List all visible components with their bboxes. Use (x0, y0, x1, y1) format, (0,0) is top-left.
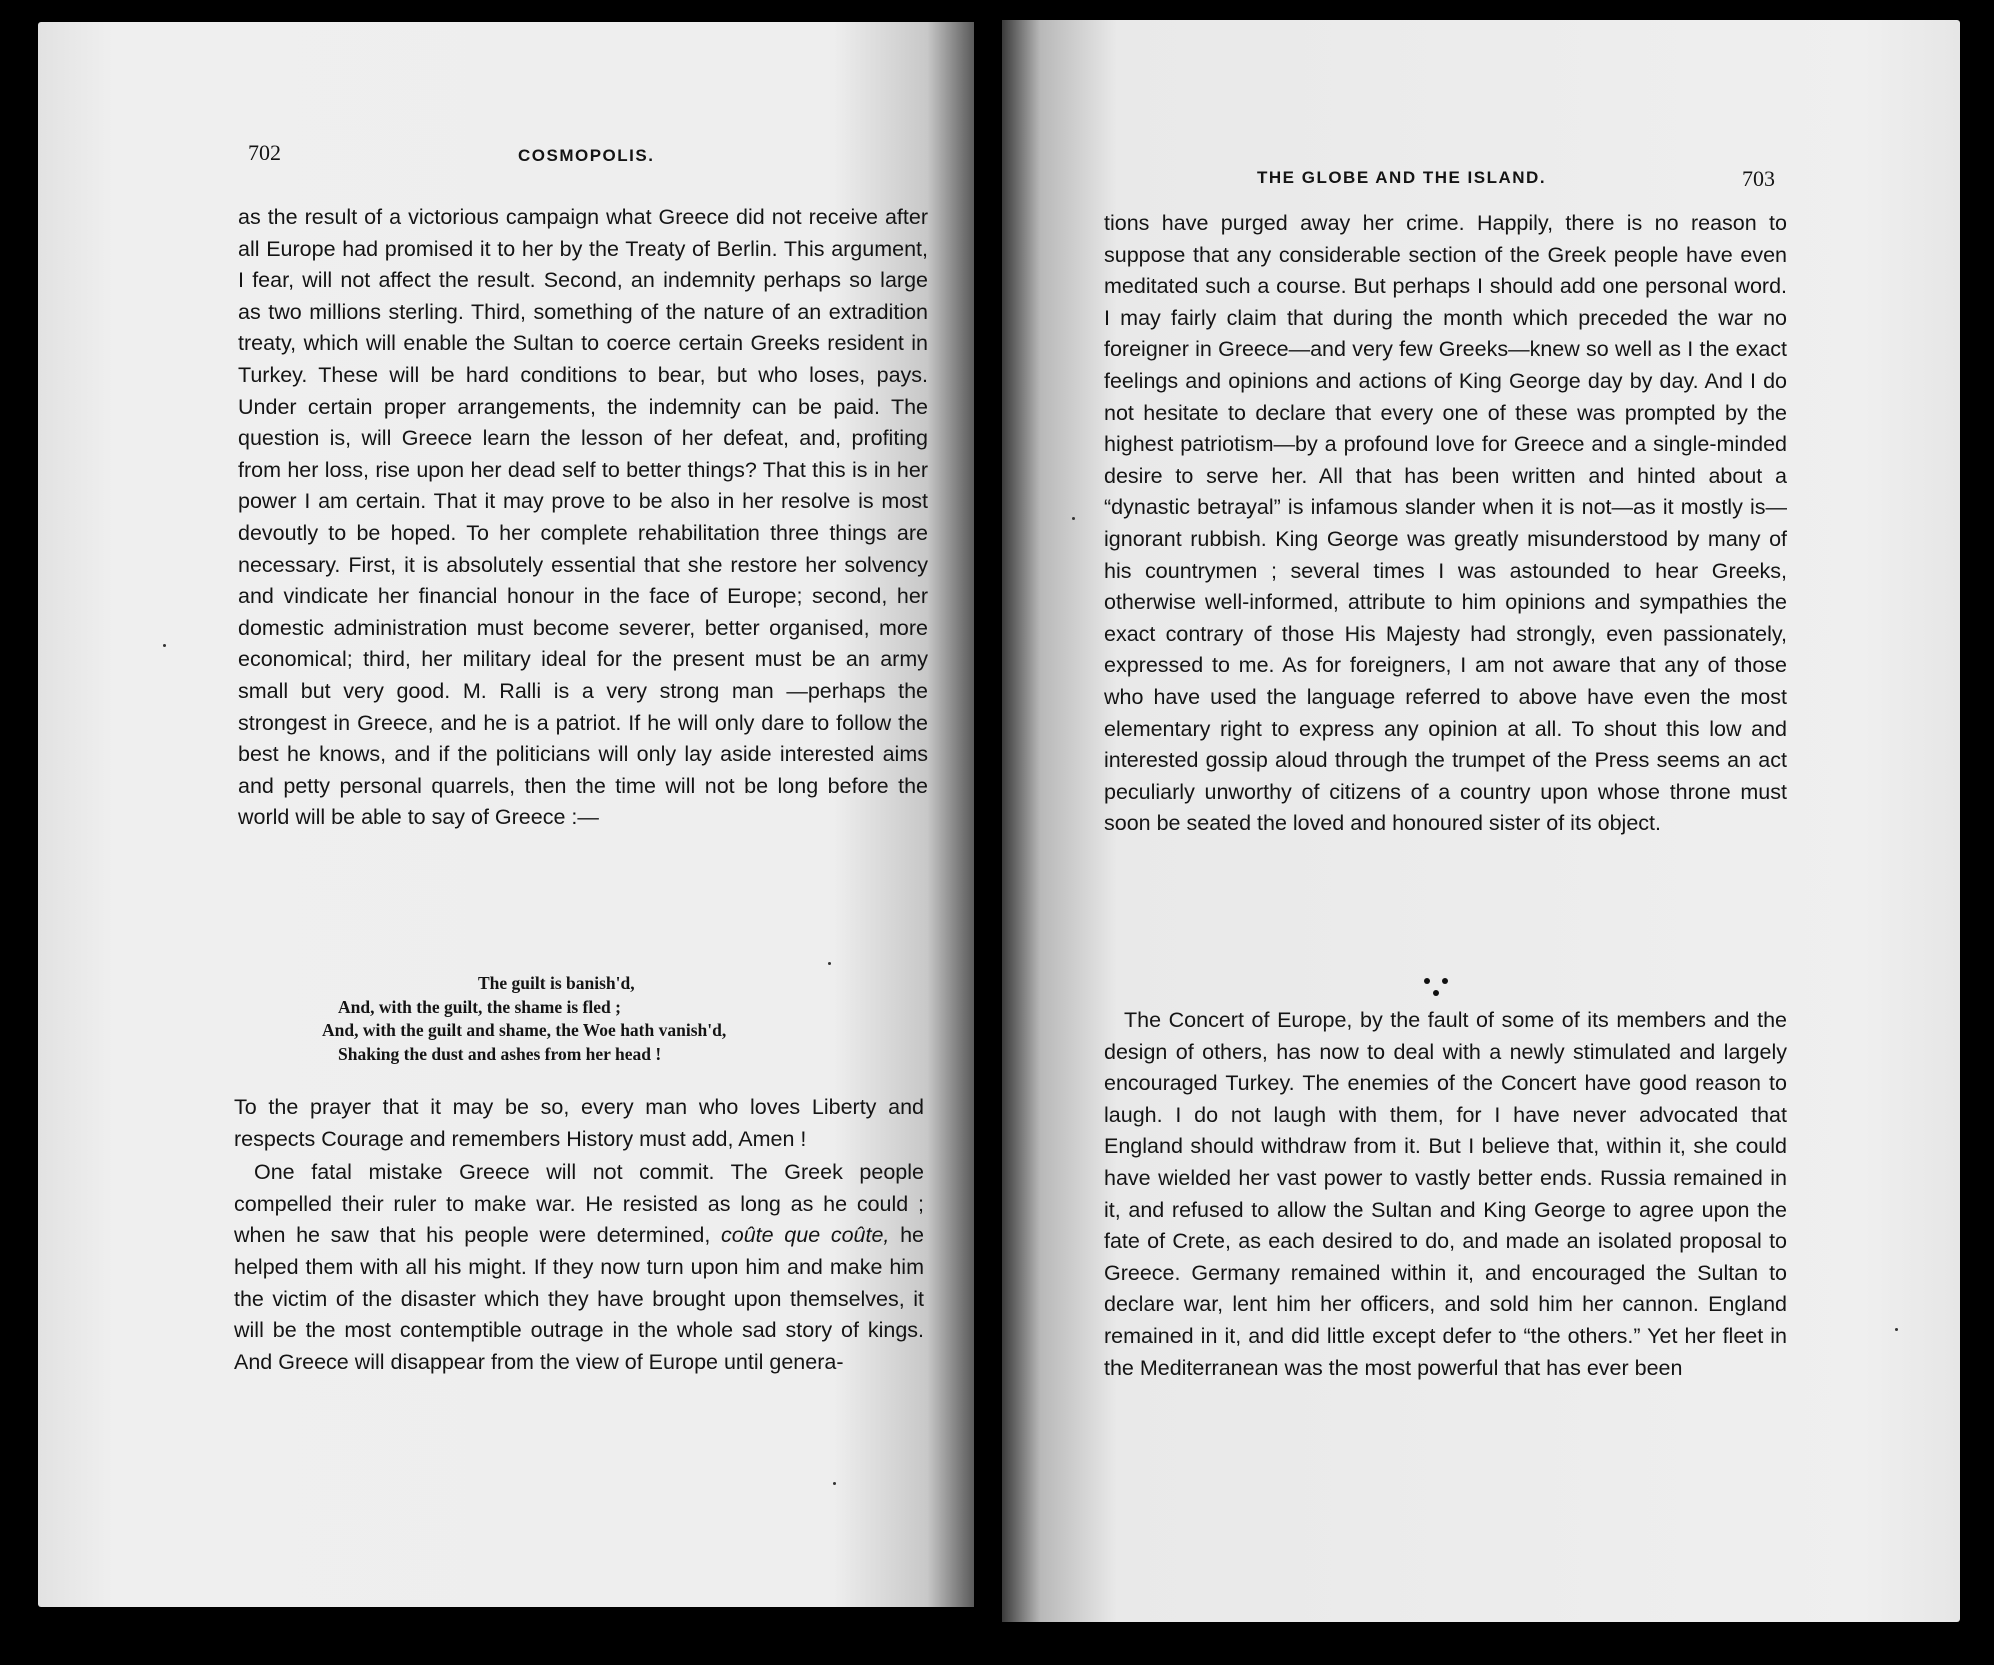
verse-quote (308, 972, 828, 1066)
left-page (38, 22, 974, 1607)
speck (1072, 517, 1075, 520)
left-paragraph-3-italic: coûte que coûte, (721, 1223, 890, 1248)
right-running-head: THE GLOBE AND THE ISLAND. (1257, 168, 1547, 187)
right-paragraph-2: The Concert of Europe, by the fault of some of its members and the design of others, has now to deal with a newly stimulated and largely encouraged Turkey. The enemies of the Concert have good reason to laugh. I do not laugh with them, for I have never advocated that England should withdraw from it. But I believe that, within it, she could have wielded her vast power to vastly better ends. Russia remained in it, and refused to allow the Sultan and King George to agree upon the fate of Crete, as each desired to do, and made an isolated proposal to Greece. Germany remained within it, and encouraged the Sultan to declare war, lent him her officers, and sold him her cannon. England remained in it, and did little except defer to “the others.” Yet her fleet in the Mediterranean was the most powerful that has ever been (1104, 1008, 1787, 1380)
right-paragraph-1: tions have purged away her crime. Happily, there is no reason to suppose that any considerable section of the Greek people have even meditated such a course. But perhaps I should add one personal word. I may fairly claim that during the month which preceded the war no foreigner in Greece—and very few Greeks—knew so well as I the exact feelings and opinions and actions of King George day by day. And I do not hesitate to declare that every one of these was prompted by the highest patriotism—by a profound love for Greece and a single-minded desire to serve her. All that has been written and hinted about a “dynastic betrayal” is infamous slander when it is not—as it mostly is—ignorant rubbish. King George was greatly misunderstood by many of his countrymen ; several times I was astounded to hear Greeks, otherwise well-informed, attribute to him opinions and sympathies the exact contrary of those His Majesty had strongly, even passionately, expressed to me. As for foreigners, I am not aware that any of those who have used the language referred to above have even the most elementary right to express any opinion at all. To shout this low and interested gossip aloud through the trumpet of the Press seems an act peculiarly unworthy of citizens of a country upon whose throne must soon be seated the loved and honoured sister of its object. (1104, 211, 1787, 836)
left-paragraph-3-start: One fatal mistake Greece will not commit. The Greek people compelled their ruler to make war. He resisted as long as he could ; when he saw that his people were determined, (234, 1160, 924, 1248)
left-paragraph-3 (234, 1157, 924, 1378)
left-body (238, 202, 928, 834)
right-body-2 (1104, 1005, 1787, 1384)
right-page (1002, 20, 1960, 1622)
verse-line-1: The guilt is banish'd, (478, 973, 635, 993)
speck (828, 962, 831, 965)
dot (1424, 978, 1430, 984)
speck (833, 1482, 836, 1485)
left-body-2 (234, 1092, 924, 1378)
speck (1895, 1328, 1898, 1331)
section-break-dots (1420, 974, 1460, 1004)
left-running-head: COSMOPOLIS. (518, 146, 655, 165)
verse-line-4: Shaking the dust and ashes from her head ! (338, 1043, 662, 1064)
right-page-number: 703 (1742, 166, 1775, 191)
right-body (1104, 208, 1787, 840)
speck (163, 644, 166, 647)
verse-line-3: And, with the guilt and shame, the Woe hath vanish'd, (322, 1020, 727, 1040)
left-page-number: 702 (248, 140, 281, 165)
verse-line-2: And, with the guilt, the shame is fled ; (338, 996, 621, 1017)
dot (1442, 978, 1448, 984)
left-paragraph-1: as the result of a victorious campaign what Greece did not receive after all Europe had promised it to her by the Treaty of Berlin. This argument, I fear, will not affect the result. Second, an indemnity perhaps so large as two millions sterling. Third, something of the nature of an extradition treaty, which will enable the Sultan to coerce certain Greeks resident in Turkey. These will be hard conditions to bear, but who loses, pays. Under certain proper arrangements, the indemnity can be paid. The question is, will Greece learn the lesson of her defeat, and, profiting from her loss, rise upon her dead self to better things? That this is in her power I am certain. That it may prove to be also in her resolve is most devoutly to be hoped. To her complete rehabilitation three things are necessary. First, it is absolutely essential that she restore her solvency and vindicate her financial honour in the face of Europe; second, her domestic administration must become severer, better organised, more economical; third, her military ideal for the present must be an army small but very good. M. Ralli is a very strong man —perhaps the strongest in Greece, and he is a patriot. If he will only dare to follow the best he knows, and if the politicians will only lay aside interested aims and petty personal quarrels, then the time will not be long before the world will be able to say of Greece :— (238, 205, 928, 830)
left-paragraph-3-rest: he helped them with all his might. If they now turn upon him and make him the victim of the disaster which they have brought upon themselves, it will be the most contemptible outrage in the whole sad story of kings. And Greece will disappear from the view of Europe until genera- (234, 1223, 925, 1374)
left-paragraph-2: To the prayer that it may be so, every man who loves Liberty and respects Courage and remembers History must add, Amen ! (234, 1095, 924, 1151)
dot (1433, 990, 1439, 996)
